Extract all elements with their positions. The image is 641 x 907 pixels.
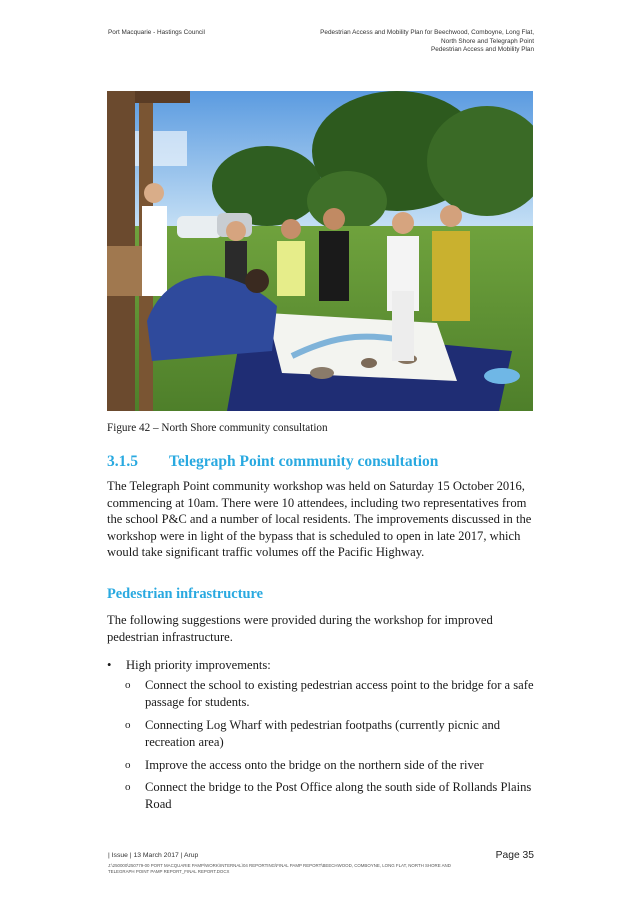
subsection-heading: Pedestrian infrastructure [107, 586, 263, 602]
section-heading [107, 453, 438, 471]
header-council-name: Port Macquarie - Hastings Council [108, 29, 205, 36]
footer-issue-info: | Issue | 13 March 2017 | Arup [108, 852, 199, 859]
header-title-line-2: North Shore and Telegraph Point [441, 37, 534, 45]
list-item [125, 757, 535, 774]
subsection-paragraph: The following suggestions were provided during the workshop for improved pedestrian infrastructure. [107, 613, 493, 644]
circle-bullet-icon: o [125, 759, 131, 771]
list-item [125, 677, 535, 711]
list-item-text: Connect the school to existing pedestrian access point to the bridge for a safe passage for students. [145, 678, 534, 709]
list-item [125, 779, 535, 813]
list-item-text: Connect the bridge to the Post Office along the south side of Rollands Plains Road [145, 780, 532, 811]
bullet-text: High priority improvements: [126, 658, 271, 672]
section-paragraph: The Telegraph Point community workshop was held on Saturday 15 October 2016, commencing at 10am. There were 10 attendees, including two representatives from the school P&C and a number of local residents. The improvements discussed in the workshop were in light of the bypass that is scheduled to open in late 2017, which would take significant traffic volumes off the Pacific Highway. [107, 479, 532, 559]
bullet-item [107, 657, 271, 674]
header-title-line-1: Pedestrian Access and Mobility Plan for Beechwood, Comboyne, Long Flat, [320, 29, 534, 36]
circle-bullet-icon: o [125, 781, 131, 793]
header-document-title [320, 29, 534, 55]
consultation-photo [107, 91, 533, 411]
bullet-dot-icon: • [107, 658, 112, 672]
list-item-text: Connecting Log Wharf with pedestrian footpaths (currently picnic and recreation area) [145, 718, 501, 749]
footer-file-path: J:\250000\250779-00 PORT MACQUARIE PAMP\WORK\INTERNAL\04 REPORTING\FINAL PAMP REPORT\BEECHWOOD, COMBOYNE, LONG FLAT, NORTH SHORE AND TELEGRAPH POINT PAMP REPORT_FINAL REPORT.DOCX [108, 863, 451, 874]
section-number: 3.1.5 [107, 453, 138, 470]
section-title: Telegraph Point community consultation [169, 453, 439, 470]
header-title-line-3: Pedestrian Access and Mobility Plan [430, 46, 534, 54]
circle-bullet-icon: o [125, 719, 131, 731]
list-item-text: Improve the access onto the bridge on the northern side of the river [145, 758, 484, 772]
page-number: Page 35 [495, 850, 534, 861]
circle-bullet-icon: o [125, 679, 131, 691]
figure-caption: Figure 42 – North Shore community consultation [107, 422, 328, 434]
list-item [125, 717, 535, 751]
